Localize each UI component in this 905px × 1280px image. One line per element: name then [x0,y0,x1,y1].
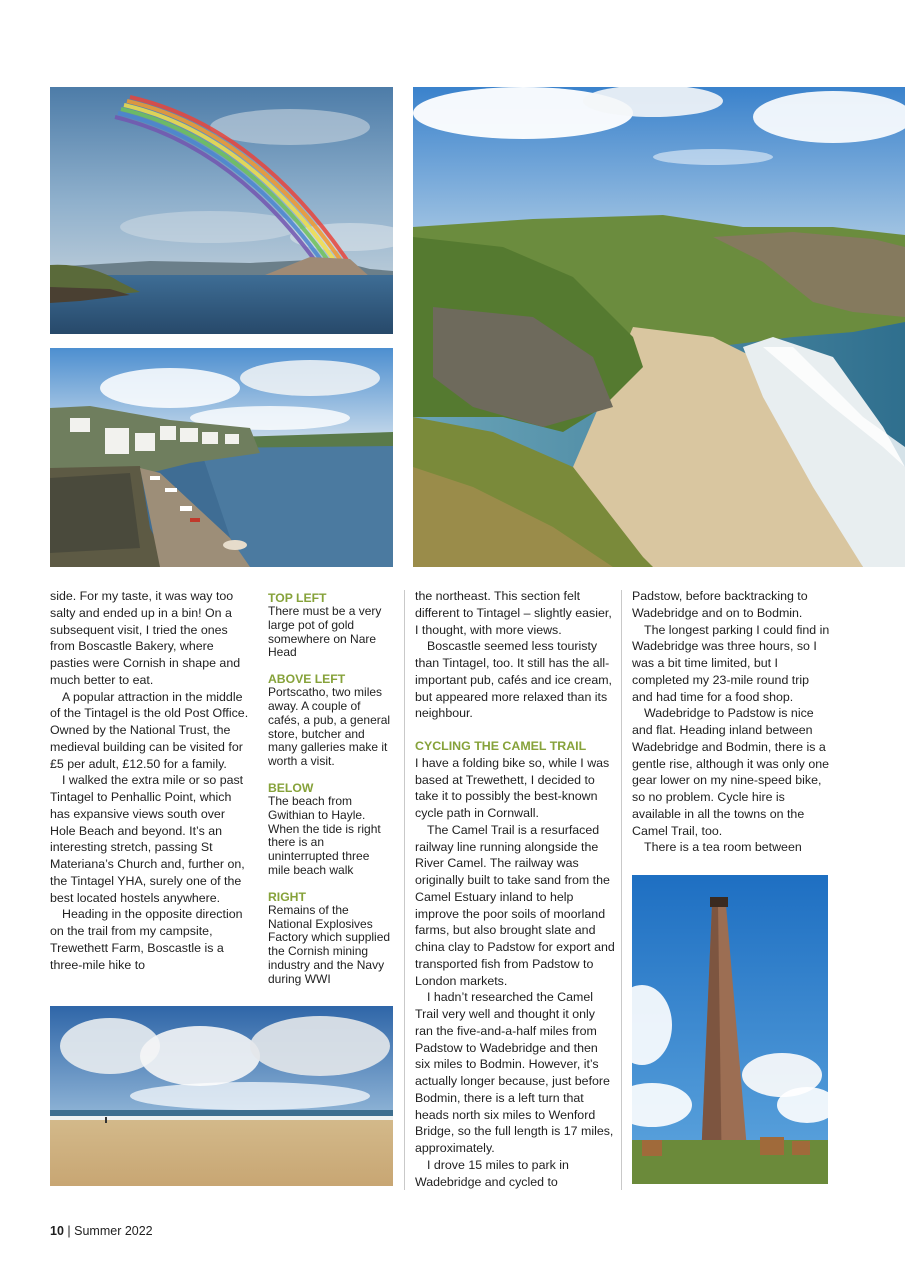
paragraph: I have a folding bike so, while I was based at Trewethett, I decided to take it to possibly the best-known cycle path in Cornwall. [415,755,610,820]
body-column-4 [632,588,832,856]
paragraph: Wadebridge to Padstow is nice and flat. Heading inland between Wadebridge and Bodmin, there is a gentle rise, although it was only one gear lower on my nine-speed bike, so no problem. Cycle hire is available in all the towns on the Camel Trail, too. [632,706,829,838]
footer-separator: | [67,1224,71,1238]
caption-body-below: The beach from Gwithian to Hayle. When the tide is right there is an uninterrupted three mile beach walk [268,793,381,877]
captions-column [268,591,394,999]
caption-body-top-left: There must be a very large pot of gold somewhere on Nare Head [268,604,382,660]
caption-body-above-left: Portscatho, two miles away. A couple of cafés, a pub, a general store, butcher and many galleries make it worth a visit. [268,685,391,769]
column-divider [404,590,405,1190]
paragraph: I walked the extra mile or so past Tintagel to Penhallic Point, which has expansive views south over Hole Beach and beyond. It’s an interesting stretch, passing St Materiana’s Church and, further on, the Tintagel YHA, surely one of the best located hostels anywhere. [50,773,245,905]
paragraph: Boscastle seemed less touristy than Tintagel, too. It still has the all-important pub, cafés and ice cream, but appeared more relaxed than its neighbour. [415,639,612,721]
caption-heading-below: BELOW [268,780,314,795]
column-divider [621,590,622,1190]
paragraph: I hadn’t researched the Camel Trail very well and thought it only ran the five-and-a-half miles from Padstow to Wadebridge and then six miles to Bodmin. However, it’s actually longer because, just before Bodmin, there is a left turn that heads north six miles to Wenford Bridge, so the full length is 17 miles, approximately. [415,990,614,1155]
chimney-photo [632,875,828,1184]
rainbow-sea-photo [50,87,393,334]
cliff-beach-photo [413,87,905,567]
caption-heading-right: RIGHT [268,889,306,904]
section-heading: CYCLING THE CAMEL TRAIL [415,739,587,753]
paragraph: A popular attraction in the middle of the Tintagel is the old Post Office. Owned by the National Trust, the medieval building can be visited for £5 per adult, £12.50 for a family. [50,689,249,771]
caption-body-right: Remains of the National Explosives Factory which supplied the Cornish mining industry and the Navy during WWI [268,902,391,986]
body-column-3 [415,588,615,1190]
body-column-1 [50,588,250,973]
paragraph: The longest parking I could find in Wadebridge was three hours, so I was a bit time limited, but I completed my 23-mile round trip and had time for a food shop. [632,622,830,704]
paragraph: Heading in the opposite direction on the trail from my campsite, Trewethett Farm, Boscastle is a three-mile hike to [50,907,243,972]
paragraph: Padstow, before backtracking to Wadebridge and on to Bodmin. [632,589,808,620]
paragraph: There is a tea room between [644,840,802,855]
caption-heading-top-left: TOP LEFT [268,591,327,605]
paragraph: The Camel Trail is a resurfaced railway line running alongside the River Camel. The railway was originally built to take sand from the Camel Estuary inland to help improve the poor soils of moorland farms, but also brought slate and china clay to Padstow for export and transported fish from Padstow to London markets. [415,822,615,988]
paragraph: the northeast. This section felt different to Tintagel – slightly easier, I thought, with more views. [415,589,612,637]
harbour-village-photo [50,348,393,567]
paragraph: I drove 15 miles to park in Wadebridge and cycled to [415,1157,569,1189]
page-footer [50,1224,153,1238]
page-number: 10 [50,1224,64,1238]
paragraph: side. For my taste, it was way too salty and ended up in a bin! On a subsequent visit, I tried the ones from Boscastle Bakery, where pasties were Cornish in shape and much better to eat. [50,589,241,687]
caption-heading-above-left: ABOVE LEFT [268,672,346,687]
issue-label: Summer 2022 [74,1224,153,1238]
sandy-beach-photo [50,1006,393,1186]
